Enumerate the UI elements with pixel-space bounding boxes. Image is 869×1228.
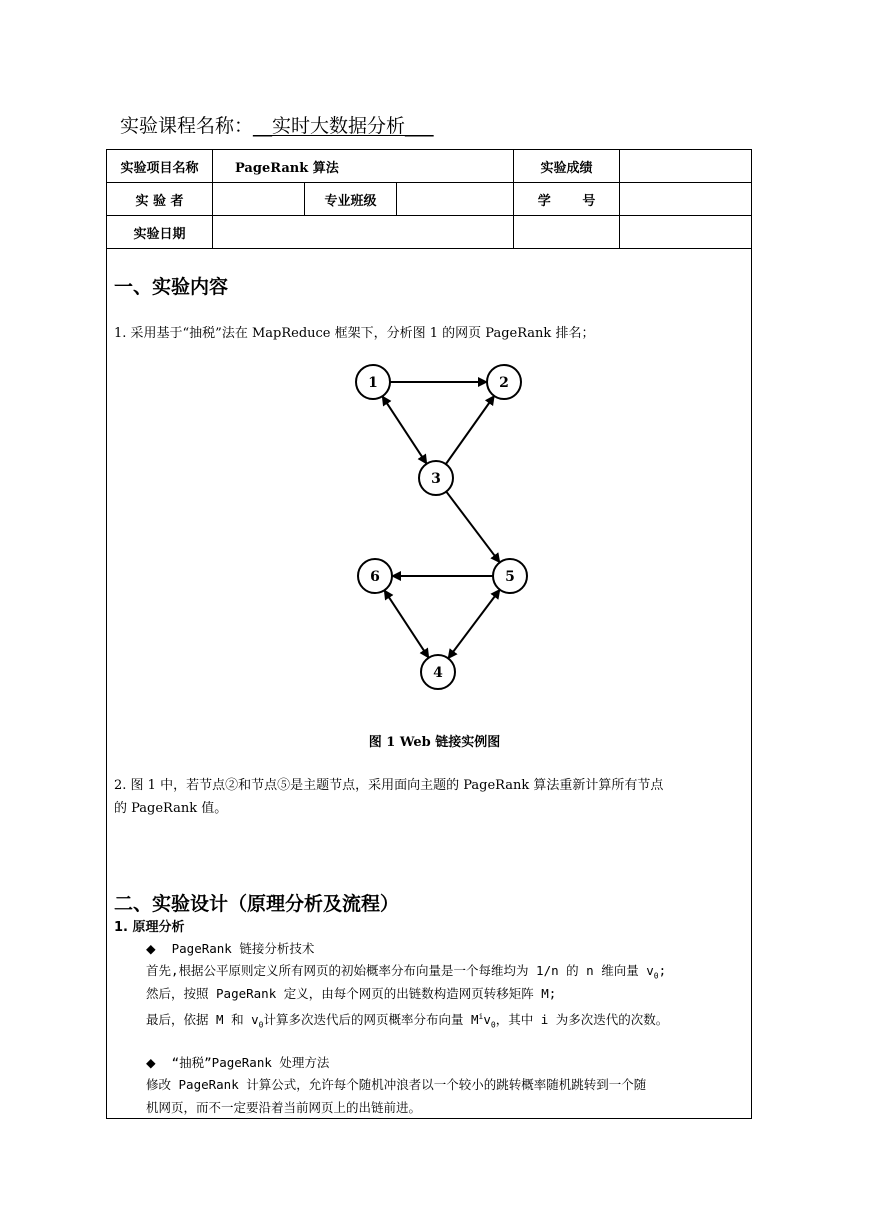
section1-item1: 1. 采用基于“抽税”法在 MapReduce 框架下，分析图 1 的网页 PageRank 排名； [114, 326, 595, 341]
student-id-label: 学 号 [514, 183, 620, 216]
section1-item2-line1: 2. 图 1 中，若节点②和节点⑤是主题节点，采用面向主题的 PageRank 算法重新计算所有节点 [114, 778, 664, 793]
experiment-info-table [106, 149, 752, 249]
edge-6-4 [384, 590, 428, 658]
node-label-1: 1 [368, 375, 378, 391]
empty-cell [620, 216, 752, 249]
class-label: 专业班级 [305, 183, 397, 216]
node-label-6: 6 [370, 569, 380, 585]
principle-line-then: 然后，按照 PageRank 定义，由每个网页的出链数构造网页转移矩阵 M; [146, 986, 557, 1001]
table-row [107, 150, 752, 183]
table-row [107, 183, 752, 216]
project-name-value: PageRank 算法 [213, 150, 514, 183]
bullet-text: PageRank 链接分析技术 [171, 941, 315, 956]
date-value[interactable] [213, 216, 514, 249]
principle-line-finally: 最后，依据 M 和 $v_0$计算多次迭代后的网页概率分布向量 $M^iv_0$，其中 i 为多次迭代的次数。 [146, 1012, 669, 1030]
web-link-graph [340, 358, 540, 698]
edge-3-2 [446, 396, 494, 464]
node-label-2: 2 [499, 375, 509, 391]
node-label-5: 5 [505, 569, 515, 585]
principle-line-first: 首先,根据公平原则定义所有网页的初始概率分布向量是一个每维均为 1/n 的 n 维向量 $v_0$; [146, 963, 667, 981]
edge-1-3 [382, 396, 426, 464]
section1-title: 一、实验内容 [114, 276, 229, 298]
figure-caption: 图 1 Web 链接实例图 [368, 735, 501, 750]
bullet-text: “抽税”PageRank 处理方法 [171, 1055, 330, 1070]
table-row [107, 216, 752, 249]
experimenter-label: 实 验 者 [107, 183, 213, 216]
class-value[interactable] [397, 183, 514, 216]
node-label-3: 3 [431, 471, 441, 487]
student-id-value[interactable] [620, 183, 752, 216]
project-name-label: 实验项目名称 [107, 150, 213, 183]
edge-4-5 [448, 590, 500, 659]
node-label-4: 4 [433, 665, 443, 681]
edge-3-5 [446, 492, 500, 563]
experimenter-value[interactable] [213, 183, 305, 216]
taxation-line-1: 修改 PageRank 计算公式，允许每个随机冲浪者以一个较小的跳转概率随机跳转到一个随 [146, 1077, 647, 1092]
bullet-taxation-method [146, 1053, 329, 1071]
score-label: 实验成绩 [514, 150, 620, 183]
diamond-bullet-icon: ◆ [146, 1055, 156, 1070]
score-value[interactable] [620, 150, 752, 183]
diamond-bullet-icon: ◆ [146, 941, 156, 956]
bullet-pagerank-technique [146, 939, 314, 957]
course-name: __实时大数据分析___ [253, 115, 434, 137]
principle-subheading: 1. 原理分析 [114, 920, 185, 935]
empty-cell [514, 216, 620, 249]
section2-title: 二、实验设计（原理分析及流程） [114, 893, 400, 915]
course-title-line [120, 112, 434, 140]
taxation-line-2: 机网页，而不一定要沿着当前网页上的出链前进。 [146, 1100, 422, 1115]
section1-item2-line2: 的 PageRank 值。 [114, 801, 228, 816]
date-label: 实验日期 [107, 216, 213, 249]
course-label: 实验课程名称： [120, 115, 254, 137]
